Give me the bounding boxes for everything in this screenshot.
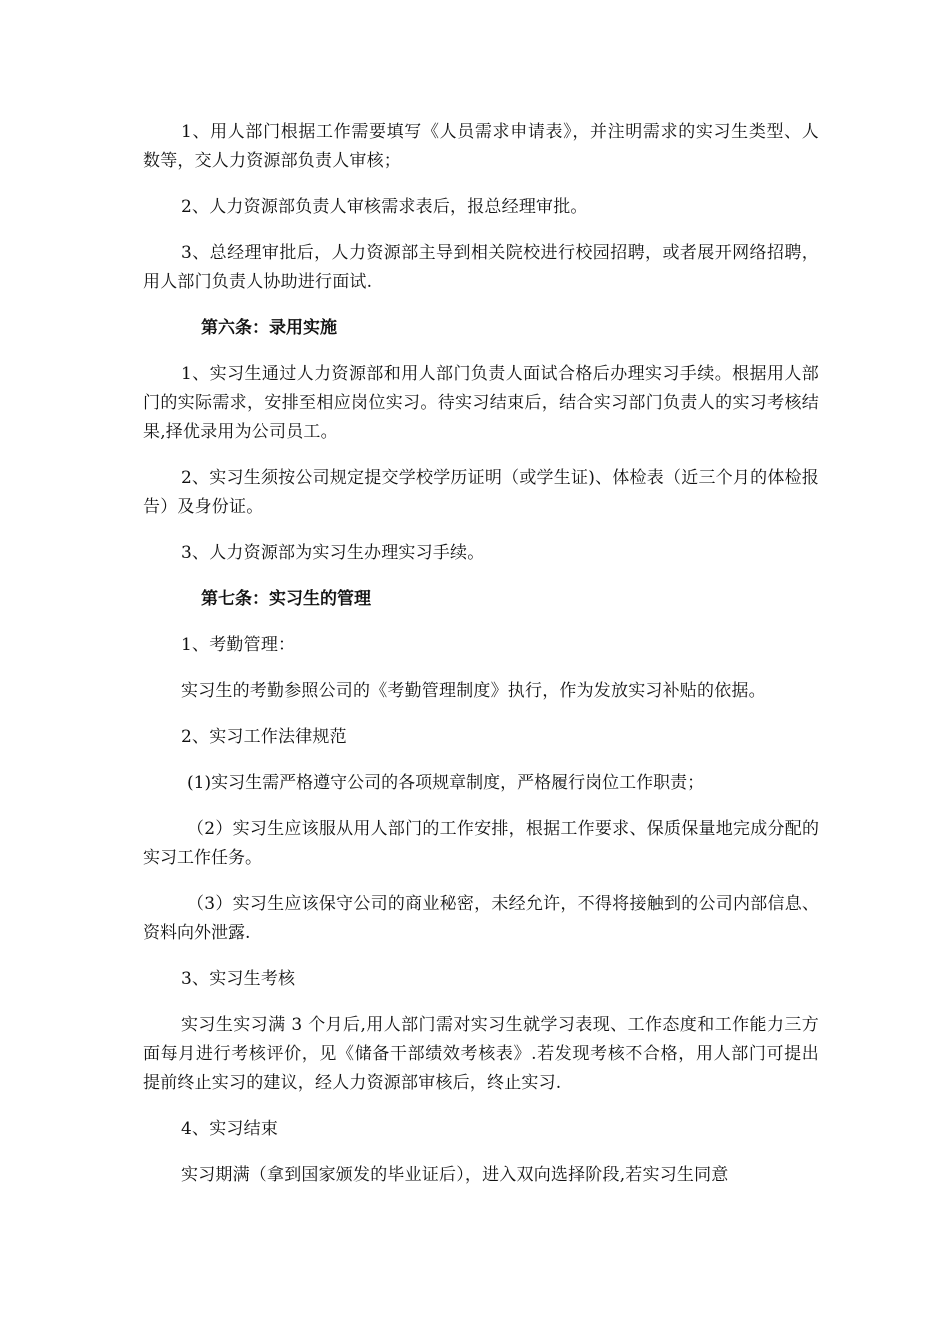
paragraph-10: 3、实习生考核 <box>181 969 296 989</box>
paragraph-1: 1、用人部门根据工作需要填写《人员需求申请表》，并注明需求的实习生类型、人数等，交人力资源部负责人审核； <box>143 122 819 171</box>
paragraph-8: 实习生的考勤参照公司的《考勤管理制度》执行，作为发放实习补贴的依据。 <box>181 681 766 701</box>
section-heading-7: 第七条：实习生的管理 <box>201 589 371 609</box>
paragraph-4: 1、实习生通过人力资源部和用人部门负责人面试合格后办理实习手续。根据用人部门的实际需求，安排至相应岗位实习。待实习结束后，结合实习部门负责人的实习考核结果,择优录用为公司员工。 <box>143 364 819 442</box>
paragraph-11: 实习生实习满 3 个月后,用人部门需对实习生就学习表现、工作态度和工作能力三方面每月进行考核评价，见《储备干部绩效考核表》.若发现考核不合格，用人部门可提出提前终止实习的建议，经人力资源部审核后，终止实习. <box>143 1015 819 1093</box>
section-heading-6: 第六条：录用实施 <box>201 318 337 338</box>
paragraph-12: 4、实习结束 <box>181 1119 279 1139</box>
document-page <box>143 118 819 1207</box>
paragraph-13: 实习期满（拿到国家颁发的毕业证后），进入双向选择阶段,若实习生同意 <box>181 1165 729 1185</box>
paragraph-3: 3、总经理审批后，人力资源部主导到相关院校进行校园招聘，或者展开网络招聘，用人部门负责人协助进行面试. <box>143 243 819 292</box>
paragraph-5: 2、实习生须按公司规定提交学校学历证明（或学生证)、体检表（近三个月的体检报告）及身份证。 <box>143 468 819 517</box>
paragraph-2: 2、人力资源部负责人审核需求表后，报总经理审批。 <box>181 197 588 217</box>
paragraph-6: 3、人力资源部为实习生办理实习手续。 <box>181 543 485 563</box>
paragraph-7: 1、考勤管理： <box>181 635 296 655</box>
sub-item-3: （3）实习生应该保守公司的商业秘密，未经允许，不得将接触到的公司内部信息、资料向外泄露. <box>143 894 819 943</box>
sub-item-2: （2）实习生应该服从用人部门的工作安排，根据工作要求、保质保量地完成分配的实习工作任务。 <box>143 819 819 868</box>
sub-item-1: (1)实习生需严格遵守公司的各项规章制度，严格履行岗位工作职责； <box>187 773 705 793</box>
paragraph-9: 2、实习工作法律规范 <box>181 727 347 747</box>
